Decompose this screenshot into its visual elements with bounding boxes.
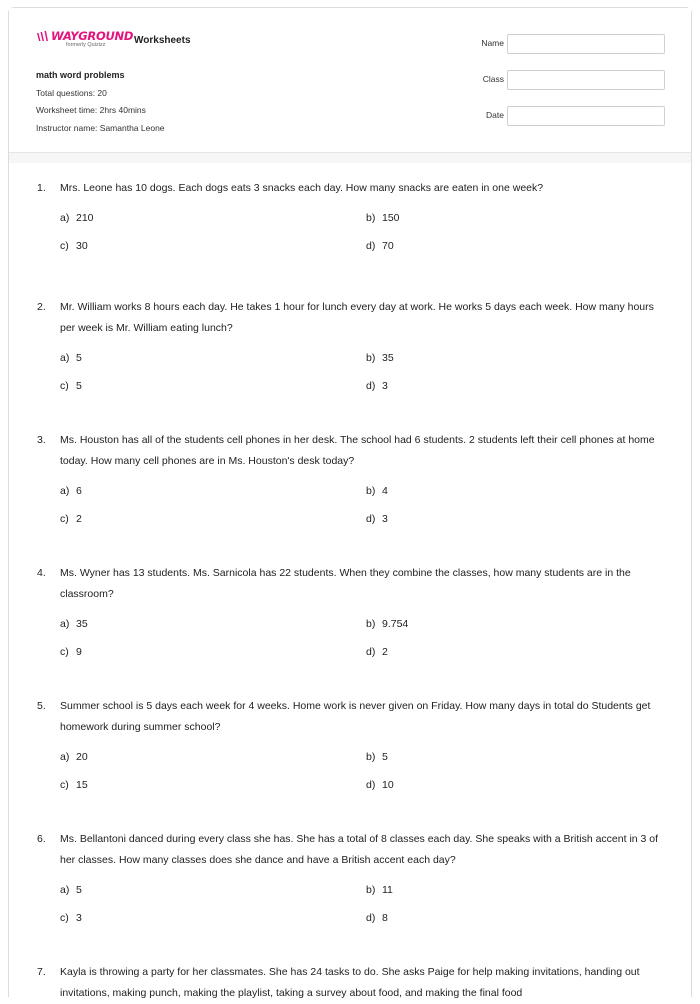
question-6 xyxy=(37,829,677,962)
class-input[interactable] xyxy=(507,70,665,90)
question-text: Ms. Wyner has 13 students. Ms. Sarnicola has 22 students. When they combine the classes, how many students are in the classroom? xyxy=(60,567,631,600)
class-field-row xyxy=(439,70,669,90)
option-d[interactable]: d) 8 xyxy=(366,912,388,924)
option-a[interactable]: a) 5 xyxy=(60,884,82,896)
option-b[interactable]: b) 11 xyxy=(366,884,393,896)
question-number: 1. xyxy=(37,182,46,194)
option-d[interactable]: d) 3 xyxy=(366,513,388,525)
option-b[interactable]: b) 4 xyxy=(366,485,388,497)
worksheet-meta xyxy=(36,67,165,137)
question-text: Kayla is throwing a party for her classmates. She has 24 tasks to do. She asks Paige for help making invitations, handing out invitations, making punch, making the playlist, taking a survey about food, and making the final food xyxy=(60,966,640,999)
option-c[interactable]: c) 9 xyxy=(60,646,82,658)
option-d[interactable]: d) 2 xyxy=(366,646,388,658)
question-text: Mr. William works 8 hours each day. He takes 1 hour for lunch every day at work. He works 5 days each week. How many hours per week is Mr. William eating lunch? xyxy=(60,301,654,334)
total-questions: Total questions: 20 xyxy=(36,87,107,98)
answer-options xyxy=(60,346,677,412)
name-field-row xyxy=(439,34,669,54)
option-b[interactable]: b) 150 xyxy=(366,212,400,224)
option-b[interactable]: b) 35 xyxy=(366,352,394,364)
option-a[interactable]: a) 5 xyxy=(60,352,82,364)
option-b[interactable]: b) 5 xyxy=(366,751,388,763)
answer-options xyxy=(60,206,677,272)
date-label: Date xyxy=(486,110,504,120)
option-c[interactable]: c) 5 xyxy=(60,380,82,392)
instructor-name: Instructor name: Samantha Leone xyxy=(36,122,165,133)
question-number: 5. xyxy=(37,700,46,712)
logo-subtext: formerly Quizizz xyxy=(66,42,106,48)
question-2 xyxy=(37,297,677,430)
wayground-mark-icon xyxy=(36,31,49,42)
option-a[interactable]: a) 20 xyxy=(60,751,88,763)
brand-title: Worksheets xyxy=(134,35,191,46)
question-number: 6. xyxy=(37,833,46,845)
question-text: Ms. Bellantoni danced during every class she has. She has a total of 8 classes each day. She speaks with a British accent in 3 of her classes. How many classes does she dance and have a British accent each day? xyxy=(60,833,659,866)
question-number: 4. xyxy=(37,567,46,579)
option-a[interactable]: a) 35 xyxy=(60,618,88,630)
answer-options xyxy=(60,878,677,944)
name-input[interactable] xyxy=(507,34,665,54)
question-text: Ms. Houston has all of the students cell phones in her desk. The school had 6 students. 2 students left their cell phones at home today. How many cell phones are in Ms. Houston's desk today? xyxy=(60,434,655,467)
option-c[interactable]: c) 15 xyxy=(60,779,88,791)
question-text: Summer school is 5 days each week for 4 weeks. Home work is never given on Friday. How many days in total do Students get homework during summer school? xyxy=(60,700,651,733)
answer-options xyxy=(60,612,677,678)
option-c[interactable]: c) 3 xyxy=(60,912,82,924)
question-number: 3. xyxy=(37,434,46,446)
question-text: Mrs. Leone has 10 dogs. Each dogs eats 3 snacks each day. How many snacks are eaten in one week? xyxy=(60,182,544,194)
date-input[interactable] xyxy=(507,106,665,126)
question-number: 7. xyxy=(37,966,46,978)
question-7 xyxy=(37,962,677,1004)
worksheet-header xyxy=(9,8,691,153)
answer-options xyxy=(60,745,677,811)
question-number: 2. xyxy=(37,301,46,313)
answer-options xyxy=(60,479,677,545)
option-b[interactable]: b) 9.754 xyxy=(366,618,409,630)
question-1 xyxy=(37,178,677,297)
option-c[interactable]: c) 30 xyxy=(60,240,88,252)
option-d[interactable]: d) 70 xyxy=(366,240,394,252)
option-c[interactable]: c) 2 xyxy=(60,513,82,525)
name-label: Name xyxy=(481,38,504,48)
header-divider xyxy=(9,153,691,163)
worksheet-time: Worksheet time: 2hrs 40mins xyxy=(36,105,146,115)
wayground-logo xyxy=(36,29,132,53)
worksheet-page xyxy=(8,7,692,997)
question-3 xyxy=(37,430,677,563)
question-4 xyxy=(37,563,677,696)
date-field-row xyxy=(439,106,669,126)
option-a[interactable]: a) 6 xyxy=(60,485,82,497)
worksheet-name: math word problems xyxy=(36,70,125,80)
option-a[interactable]: a) 210 xyxy=(60,212,94,224)
question-5 xyxy=(37,696,677,829)
logo-wordmark: WAYGROUND xyxy=(51,29,134,43)
class-label: Class xyxy=(482,74,504,84)
option-d[interactable]: d) 3 xyxy=(366,380,388,392)
option-d[interactable]: d) 10 xyxy=(366,779,394,791)
question-list xyxy=(37,178,677,1004)
